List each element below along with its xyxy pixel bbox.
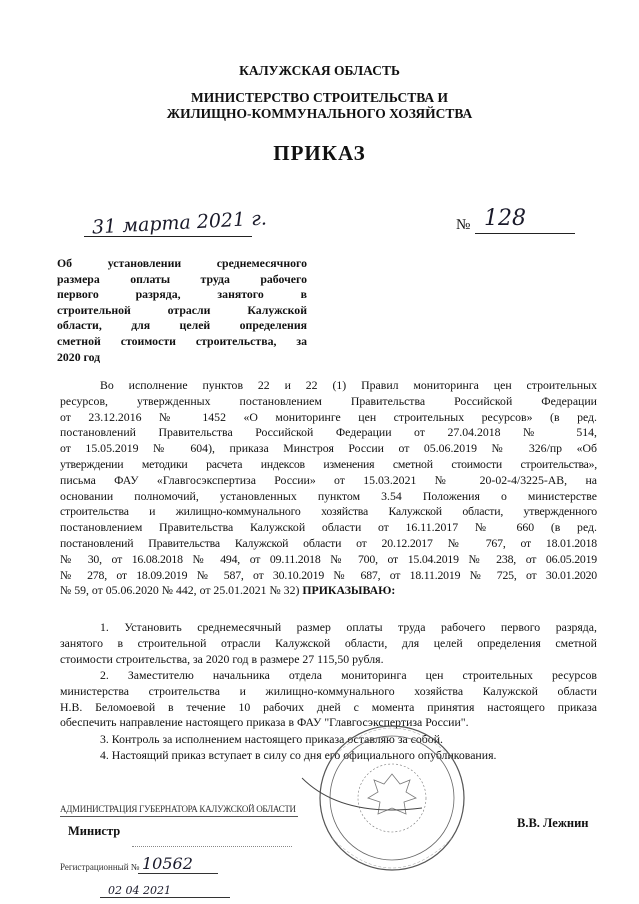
- ministry-title-line1: МИНИСТЕРСТВО СТРОИТЕЛЬСТВА И: [191, 90, 448, 105]
- order-word: ПРИКАЗЫВАЮ:: [302, 583, 396, 598]
- region-title: КАЛУЖСКАЯ ОБЛАСТЬ: [239, 63, 400, 78]
- preamble-line: утверждении методики расчета индексов изменения сметной стоимости строительства»,: [60, 456, 597, 471]
- preamble-line: письма ФАУ «Главгосэкспертиза России» от 15.03.2021 № 20-02-4/3225-АВ, на: [60, 472, 597, 487]
- subject-line: 2020 год: [57, 349, 101, 364]
- item-4: 4. Настоящий приказ вступает в силу со дня его официального опубликования.: [100, 748, 497, 762]
- preamble-line: Во исполнение пунктов 22 и 22 (1) Правил мониторинга цен строительных: [100, 378, 597, 392]
- ministry-title-line2: ЖИЛИЩНО-КОММУНАЛЬНОГО ХОЗЯЙСТВА: [166, 106, 473, 121]
- item-line: обеспечить направление настоящего приказа в ФАУ "Главгосэкспертиза России".: [60, 715, 469, 730]
- item-3: 3. Контроль за исполнением настоящего приказа оставляю за собой.: [100, 732, 443, 746]
- item-line: 1. Установить среднемесячный размер оплаты труда рабочего первого разряда,: [100, 620, 597, 634]
- seal-icon: [292, 718, 482, 878]
- number-underline: [475, 233, 575, 234]
- subject-line: размера оплаты труда рабочего: [57, 271, 307, 286]
- preamble-line: № 278, от 18.09.2019 № 587, от 30.10.2019 № 687, от 18.11.2019 № 725, от 30.01.2020: [60, 567, 597, 582]
- order-date: 31 марта 2021 г.: [91, 207, 268, 239]
- order-number: 128: [484, 206, 526, 231]
- subject-line: строительной отрасли Калужской: [57, 302, 307, 317]
- subject-line: сметной стоимости строительства, за: [57, 333, 307, 348]
- preamble-paragraph: [60, 378, 597, 599]
- item-line: министерства строительства и жилищно-коммунального хозяйства Калужской области: [60, 683, 597, 698]
- signer-position: Министр: [68, 824, 121, 838]
- preamble-line-final: [60, 583, 597, 599]
- subject-line: области, для целей определения: [57, 318, 307, 333]
- item-line: занятого в строительной отрасли Калужской области, для целей определения сметной: [60, 635, 597, 650]
- doc-type-title: ПРИКАЗ: [273, 141, 366, 165]
- preamble-line: № 30, от 16.08.2018 № 494, от 09.11.2018 № 700, от 15.04.2019 № 238, от 06.05.2019: [60, 551, 597, 566]
- preamble-line: строительства и жилищно-коммунального хозяйства Калужской области, утвержденного: [60, 504, 597, 519]
- reg-date-underline: [100, 897, 230, 898]
- reg-number: 10562: [142, 854, 193, 873]
- preamble-line: от 15.05.2019 № 604), приказа Минстроя России от 05.06.2019 № 326/пр «Об: [60, 441, 597, 456]
- stamp-title: АДМИНИСТРАЦИЯ ГУБЕРНАТОРА КАЛУЖСКОЙ ОБЛАСТИ: [60, 804, 296, 814]
- reg-number-underline: [138, 873, 218, 874]
- item-line: 2. Заместителю начальника отдела мониторинга цен строительных ресурсов: [100, 668, 597, 682]
- item-1: [60, 620, 597, 667]
- preamble-line: постановлением Правительства Калужской области от 16.11.2017 № 660 (в ред.: [60, 520, 597, 535]
- subject-line: Об установлении среднемесячного: [57, 256, 307, 270]
- preamble-line: № 59, от 05.06.2020 № 442, от 25.01.2021 № 32): [60, 583, 300, 598]
- date-underline: [84, 236, 252, 237]
- official-seal: [292, 718, 482, 878]
- reg-label: Регистрационный №: [60, 862, 140, 872]
- subject-line: первого разряда, занятого в: [57, 287, 307, 302]
- reg-date: 02 04 2021: [108, 884, 171, 897]
- preamble-line: основании полномочий, установленных пунктом 3.54 Положения о министерстве: [60, 488, 597, 503]
- stamp-divider: [60, 816, 298, 817]
- preamble-line: от 23.12.2016 № 1452 «О мониторинге цен строительных ресурсов» (в ред.: [60, 409, 597, 424]
- stamp-fill-area: [132, 826, 292, 847]
- order-subject: [57, 256, 307, 365]
- preamble-line: постановлений Правительства Калужской области от 20.12.2017 № 767, от 18.01.2018: [60, 535, 597, 550]
- preamble-line: ресурсов, утвержденных постановлением Правительства Российской Федерации: [60, 393, 597, 408]
- signer-name: В.В. Лежнин: [517, 816, 589, 830]
- item-line: Н.В. Беломоевой в течение 10 рабочих дней с момента принятия настоящего приказа: [60, 699, 597, 714]
- number-label: №: [456, 217, 471, 233]
- preamble-line: постановлений Правительства Российской Федерации от 27.04.2018 № 514,: [60, 425, 597, 440]
- item-line: стоимости строительства, за 2020 год в размере 27 115,50 рубля.: [60, 651, 384, 666]
- registration-stamp: [60, 800, 298, 900]
